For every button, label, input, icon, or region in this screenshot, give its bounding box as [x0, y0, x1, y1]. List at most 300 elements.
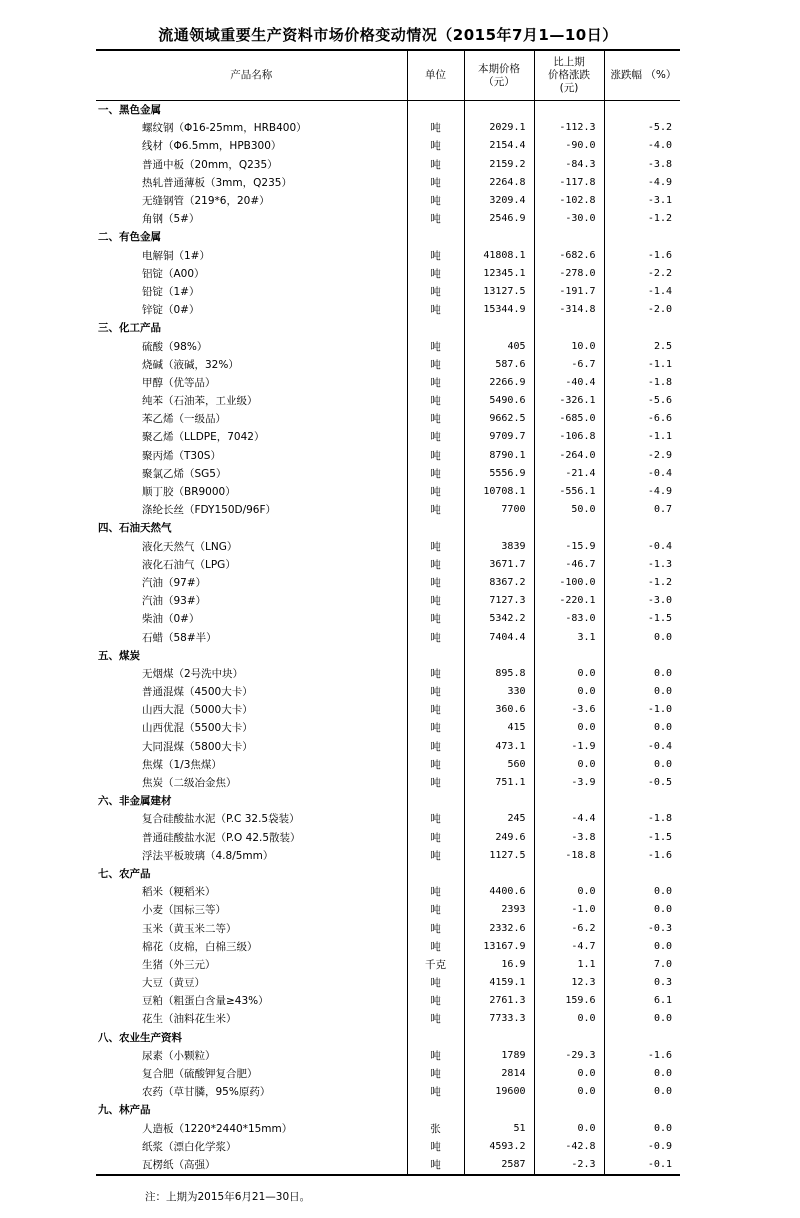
change-cell: [534, 228, 604, 246]
table-row: [96, 738, 680, 756]
unit-cell: 吨: [407, 556, 464, 574]
unit-cell: [407, 519, 464, 537]
unit-cell: 吨: [407, 701, 464, 719]
product-name: 硫酸（98%）: [142, 340, 208, 353]
percent-cell: 7.0: [604, 956, 680, 974]
percent-cell: 0.0: [604, 1065, 680, 1083]
header-price-change-line: 比上期: [553, 56, 585, 68]
price-cell: 330: [464, 683, 534, 701]
percent-cell: -6.6: [604, 410, 680, 428]
unit-cell: 吨: [407, 428, 464, 446]
table-row: [96, 337, 680, 355]
unit-cell: 千克: [407, 956, 464, 974]
table-row: [96, 992, 680, 1010]
percent-cell: -0.4: [604, 465, 680, 483]
product-name: 焦炭（二级冶金焦）: [142, 777, 237, 790]
percent-cell: -1.2: [604, 210, 680, 228]
price-cell: 2264.8: [464, 174, 534, 192]
price-cell: 2546.9: [464, 210, 534, 228]
product-name: 石蜡（58#半）: [142, 631, 217, 644]
percent-cell: [604, 647, 680, 665]
product-name: 普通中板（20mm，Q235）: [142, 158, 278, 171]
change-cell: 0.0: [534, 665, 604, 683]
product-name: 人造板（1220*2440*15mm）: [142, 1122, 293, 1135]
category-label: 七、农产品: [98, 867, 151, 880]
price-cell: 751.1: [464, 774, 534, 792]
change-cell: 0.0: [534, 1120, 604, 1138]
unit-cell: 吨: [407, 410, 464, 428]
change-cell: -314.8: [534, 301, 604, 319]
product-name: 棉花（皮棉，白棉三级）: [142, 940, 258, 953]
category-label: 五、煤炭: [98, 649, 140, 662]
price-cell: 895.8: [464, 665, 534, 683]
price-cell: 4400.6: [464, 883, 534, 901]
percent-cell: -1.4: [604, 283, 680, 301]
table-row: [96, 374, 680, 392]
percent-cell: -4.9: [604, 483, 680, 501]
percent-cell: -1.1: [604, 356, 680, 374]
price-cell: 7127.3: [464, 592, 534, 610]
table-row: [96, 556, 680, 574]
unit-cell: 吨: [407, 119, 464, 137]
category-row: [96, 228, 680, 246]
unit-cell: 吨: [407, 137, 464, 155]
unit-cell: 吨: [407, 665, 464, 683]
table-row: [96, 610, 680, 628]
change-cell: [534, 101, 604, 120]
unit-cell: [407, 228, 464, 246]
price-cell: 5342.2: [464, 610, 534, 628]
price-cell: 473.1: [464, 738, 534, 756]
unit-cell: 吨: [407, 592, 464, 610]
change-cell: [534, 319, 604, 337]
price-cell: 12345.1: [464, 265, 534, 283]
percent-cell: 0.0: [604, 1083, 680, 1101]
unit-cell: 吨: [407, 156, 464, 174]
change-cell: 0.0: [534, 683, 604, 701]
price-cell: [464, 228, 534, 246]
price-cell: 2266.9: [464, 374, 534, 392]
percent-cell: -2.9: [604, 447, 680, 465]
table-row: [96, 174, 680, 192]
change-cell: -326.1: [534, 392, 604, 410]
price-cell: 2393: [464, 901, 534, 919]
percent-cell: [604, 519, 680, 537]
percent-cell: -0.9: [604, 1138, 680, 1156]
category-label: 二、有色金属: [98, 231, 161, 244]
price-cell: 10708.1: [464, 483, 534, 501]
price-cell: 249.6: [464, 829, 534, 847]
percent-cell: [604, 228, 680, 246]
unit-cell: 吨: [407, 1010, 464, 1028]
percent-cell: -1.8: [604, 810, 680, 828]
table-row: [96, 192, 680, 210]
change-cell: [534, 792, 604, 810]
unit-cell: [407, 101, 464, 120]
unit-cell: 吨: [407, 1156, 464, 1175]
header-price-change: [534, 50, 604, 101]
price-cell: [464, 1101, 534, 1119]
product-name: 纸浆（漂白化学浆）: [142, 1140, 237, 1153]
change-cell: 10.0: [534, 337, 604, 355]
category-row: [96, 865, 680, 883]
unit-cell: 吨: [407, 610, 464, 628]
table-row: [96, 1120, 680, 1138]
percent-cell: -1.6: [604, 1047, 680, 1065]
price-cell: [464, 319, 534, 337]
unit-cell: 吨: [407, 283, 464, 301]
unit-cell: 吨: [407, 301, 464, 319]
change-cell: -220.1: [534, 592, 604, 610]
percent-cell: -0.4: [604, 538, 680, 556]
unit-cell: 吨: [407, 683, 464, 701]
price-cell: 2587: [464, 1156, 534, 1175]
product-name: 尿素（小颗粒）: [142, 1049, 216, 1062]
header-current-price: [464, 50, 534, 101]
table-row: [96, 774, 680, 792]
change-cell: 3.1: [534, 628, 604, 646]
unit-cell: 吨: [407, 774, 464, 792]
product-name: 液化石油气（LPG）: [142, 558, 236, 571]
product-name: 涤纶长丝（FDY150D/96F）: [142, 504, 277, 517]
category-label: 一、黑色金属: [98, 104, 161, 117]
product-name: 顺丁胶（BR9000）: [142, 486, 236, 499]
change-cell: 12.3: [534, 974, 604, 992]
table-row: [96, 210, 680, 228]
change-cell: -90.0: [534, 137, 604, 155]
percent-cell: -1.6: [604, 247, 680, 265]
change-cell: -40.4: [534, 374, 604, 392]
product-name: 烧碱（液碱，32%）: [142, 358, 239, 371]
percent-cell: -0.5: [604, 774, 680, 792]
table-row: [96, 119, 680, 137]
percent-cell: -5.6: [604, 392, 680, 410]
unit-cell: [407, 647, 464, 665]
table-row: [96, 901, 680, 919]
change-cell: -102.8: [534, 192, 604, 210]
product-name: 山西优混（5500大卡）: [142, 722, 253, 735]
change-cell: -6.7: [534, 356, 604, 374]
percent-cell: 0.0: [604, 683, 680, 701]
percent-cell: -1.2: [604, 574, 680, 592]
category-row: [96, 1029, 680, 1047]
table-row: [96, 483, 680, 501]
price-cell: [464, 101, 534, 120]
percent-cell: -0.3: [604, 919, 680, 937]
percent-cell: -5.2: [604, 119, 680, 137]
unit-cell: 吨: [407, 738, 464, 756]
percent-cell: -1.5: [604, 610, 680, 628]
unit-cell: 吨: [407, 392, 464, 410]
change-cell: -106.8: [534, 428, 604, 446]
change-cell: 0.0: [534, 883, 604, 901]
price-cell: 1789: [464, 1047, 534, 1065]
product-name: 液化天然气（LNG）: [142, 540, 238, 553]
change-cell: 50.0: [534, 501, 604, 519]
table-row: [96, 156, 680, 174]
change-cell: -30.0: [534, 210, 604, 228]
percent-cell: 0.0: [604, 1120, 680, 1138]
price-cell: 8790.1: [464, 447, 534, 465]
price-cell: 7700: [464, 501, 534, 519]
unit-cell: 吨: [407, 447, 464, 465]
page-title: 流通领域重要生产资料市场价格变动情况（2015年7月1—10日）: [158, 26, 618, 44]
product-name: 花生（油料花生米）: [142, 1013, 237, 1026]
table-row: [96, 974, 680, 992]
header-current-price-line: 本期价格: [478, 62, 520, 75]
table-row: [96, 1156, 680, 1175]
percent-cell: -2.2: [604, 265, 680, 283]
table-row: [96, 919, 680, 937]
price-cell: 8367.2: [464, 574, 534, 592]
product-name: 螺纹钢（Φ16-25mm，HRB400）: [142, 122, 307, 135]
product-name: 生猪（外三元）: [142, 958, 216, 971]
unit-cell: 吨: [407, 538, 464, 556]
table-row: [96, 829, 680, 847]
unit-cell: 吨: [407, 210, 464, 228]
unit-cell: 吨: [407, 174, 464, 192]
unit-cell: [407, 1029, 464, 1047]
change-cell: -84.3: [534, 156, 604, 174]
percent-cell: [604, 1029, 680, 1047]
category-row: [96, 101, 680, 120]
change-cell: 0.0: [534, 719, 604, 737]
price-cell: 2029.1: [464, 119, 534, 137]
product-name: 铅锭（1#）: [142, 285, 200, 298]
price-cell: 2154.4: [464, 137, 534, 155]
percent-cell: -1.5: [604, 829, 680, 847]
table-row: [96, 410, 680, 428]
header-price-change-line: 价格涨跌: [548, 69, 590, 81]
price-cell: [464, 792, 534, 810]
percent-cell: 0.0: [604, 756, 680, 774]
category-row: [96, 319, 680, 337]
change-cell: -3.9: [534, 774, 604, 792]
percent-cell: [604, 101, 680, 120]
footnote: 注：上期为2015年6月21—30日。: [145, 1191, 311, 1203]
product-name: 聚丙烯（T30S）: [142, 449, 221, 462]
percent-cell: 2.5: [604, 337, 680, 355]
percent-cell: 0.0: [604, 883, 680, 901]
unit-cell: [407, 1101, 464, 1119]
price-cell: 245: [464, 810, 534, 828]
unit-cell: 吨: [407, 483, 464, 501]
header-product-name: 产品名称: [96, 50, 407, 101]
change-cell: -2.3: [534, 1156, 604, 1175]
unit-cell: 吨: [407, 938, 464, 956]
change-cell: -556.1: [534, 483, 604, 501]
table-row: [96, 1138, 680, 1156]
category-label: 九、林产品: [98, 1104, 151, 1117]
percent-cell: 0.0: [604, 628, 680, 646]
table-row: [96, 810, 680, 828]
price-cell: 7404.4: [464, 628, 534, 646]
unit-cell: 吨: [407, 719, 464, 737]
product-name: 复合硅酸盐水泥（P.C 32.5袋装）: [142, 813, 300, 826]
price-cell: 360.6: [464, 701, 534, 719]
unit-cell: 吨: [407, 1047, 464, 1065]
change-cell: -682.6: [534, 247, 604, 265]
header-unit: 单位: [407, 50, 464, 101]
percent-cell: -0.1: [604, 1156, 680, 1175]
category-row: [96, 1101, 680, 1119]
unit-cell: 吨: [407, 1138, 464, 1156]
change-cell: 0.0: [534, 756, 604, 774]
product-name: 线材（Φ6.5mm，HPB300）: [142, 140, 282, 153]
product-name: 铝锭（A00）: [142, 267, 205, 280]
percent-cell: -1.6: [604, 847, 680, 865]
table-row: [96, 756, 680, 774]
change-cell: -15.9: [534, 538, 604, 556]
header-current-price-line: （元）: [483, 75, 515, 88]
product-name: 复合肥（硫酸钾复合肥）: [142, 1068, 258, 1081]
unit-cell: 吨: [407, 829, 464, 847]
table-row: [96, 501, 680, 519]
percent-cell: 0.0: [604, 901, 680, 919]
price-cell: 5490.6: [464, 392, 534, 410]
unit-cell: 张: [407, 1120, 464, 1138]
unit-cell: [407, 792, 464, 810]
change-cell: -21.4: [534, 465, 604, 483]
table-row: [96, 392, 680, 410]
percent-cell: -4.9: [604, 174, 680, 192]
percent-cell: 0.0: [604, 938, 680, 956]
percent-cell: [604, 1101, 680, 1119]
change-cell: 159.6: [534, 992, 604, 1010]
change-cell: [534, 865, 604, 883]
table-row: [96, 428, 680, 446]
price-cell: 19600: [464, 1083, 534, 1101]
table-row: [96, 683, 680, 701]
category-row: [96, 519, 680, 537]
percent-cell: -1.3: [604, 556, 680, 574]
price-cell: [464, 647, 534, 665]
change-cell: -4.4: [534, 810, 604, 828]
price-cell: 9662.5: [464, 410, 534, 428]
table-row: [96, 283, 680, 301]
product-name: 汽油（93#）: [142, 595, 207, 608]
header-change-percent: 涨跌幅 （%）: [604, 50, 680, 101]
table-row: [96, 628, 680, 646]
price-cell: 587.6: [464, 356, 534, 374]
unit-cell: 吨: [407, 628, 464, 646]
unit-cell: 吨: [407, 810, 464, 828]
table-row: [96, 719, 680, 737]
product-name: 稻米（粳稻米）: [142, 886, 216, 899]
unit-cell: [407, 865, 464, 883]
table-row: [96, 1083, 680, 1101]
table-row: [96, 847, 680, 865]
percent-cell: 0.0: [604, 719, 680, 737]
unit-cell: [407, 319, 464, 337]
percent-cell: -0.4: [604, 738, 680, 756]
table-row: [96, 956, 680, 974]
change-cell: -1.0: [534, 901, 604, 919]
percent-cell: 0.0: [604, 1010, 680, 1028]
percent-cell: -4.0: [604, 137, 680, 155]
price-cell: 2159.2: [464, 156, 534, 174]
category-row: [96, 647, 680, 665]
price-cell: 51: [464, 1120, 534, 1138]
change-cell: -191.7: [534, 283, 604, 301]
product-name: 小麦（国标三等）: [142, 904, 226, 917]
unit-cell: 吨: [407, 465, 464, 483]
product-name: 热轧普通薄板（3mm，Q235）: [142, 176, 292, 189]
product-name: 山西大混（5000大卡）: [142, 704, 253, 717]
table-row: [96, 356, 680, 374]
unit-cell: 吨: [407, 847, 464, 865]
change-cell: -112.3: [534, 119, 604, 137]
table-body: [96, 101, 680, 1176]
percent-cell: -1.1: [604, 428, 680, 446]
change-cell: -42.8: [534, 1138, 604, 1156]
change-cell: 0.0: [534, 1010, 604, 1028]
change-cell: -83.0: [534, 610, 604, 628]
product-name: 聚氯乙烯（SG5）: [142, 467, 227, 480]
table-row: [96, 592, 680, 610]
change-cell: [534, 1029, 604, 1047]
product-name: 普通硅酸盐水泥（P.O 42.5散装）: [142, 831, 301, 844]
product-name: 角钢（5#）: [142, 213, 200, 226]
product-name: 苯乙烯（一级品）: [142, 413, 226, 426]
unit-cell: 吨: [407, 356, 464, 374]
unit-cell: 吨: [407, 992, 464, 1010]
product-name: 玉米（黄玉米二等）: [142, 922, 237, 935]
table-row: [96, 538, 680, 556]
unit-cell: 吨: [407, 919, 464, 937]
unit-cell: 吨: [407, 974, 464, 992]
table-row: [96, 938, 680, 956]
price-cell: 4159.1: [464, 974, 534, 992]
product-name: 聚乙烯（LLDPE，7042）: [142, 431, 265, 444]
percent-cell: 6.1: [604, 992, 680, 1010]
price-cell: [464, 519, 534, 537]
percent-cell: -1.8: [604, 374, 680, 392]
change-cell: -278.0: [534, 265, 604, 283]
unit-cell: 吨: [407, 192, 464, 210]
percent-cell: [604, 792, 680, 810]
price-cell: 415: [464, 719, 534, 737]
category-label: 三、化工产品: [98, 322, 161, 335]
table-row: [96, 701, 680, 719]
price-cell: 7733.3: [464, 1010, 534, 1028]
price-cell: [464, 865, 534, 883]
category-label: 八、农业生产资料: [98, 1031, 182, 1044]
change-cell: -18.8: [534, 847, 604, 865]
change-cell: [534, 647, 604, 665]
product-name: 浮法平板玻璃（4.8/5mm）: [142, 849, 274, 862]
product-name: 豆粕（粗蛋白含量≥43%）: [142, 995, 269, 1008]
percent-cell: 0.3: [604, 974, 680, 992]
percent-cell: 0.0: [604, 665, 680, 683]
table-row: [96, 1010, 680, 1028]
product-name: 大同混煤（5800大卡）: [142, 740, 253, 753]
product-name: 焦煤（1/3焦煤）: [142, 758, 222, 771]
price-table: [96, 49, 680, 1176]
product-name: 农药（草甘膦，95%原药）: [142, 1086, 271, 1099]
change-cell: 1.1: [534, 956, 604, 974]
price-cell: 2332.6: [464, 919, 534, 937]
change-cell: -117.8: [534, 174, 604, 192]
change-cell: -264.0: [534, 447, 604, 465]
price-cell: 3671.7: [464, 556, 534, 574]
category-row: [96, 792, 680, 810]
price-cell: 13127.5: [464, 283, 534, 301]
change-cell: -685.0: [534, 410, 604, 428]
change-cell: [534, 1101, 604, 1119]
price-cell: [464, 1029, 534, 1047]
header-price-change-line: (元): [559, 82, 579, 94]
